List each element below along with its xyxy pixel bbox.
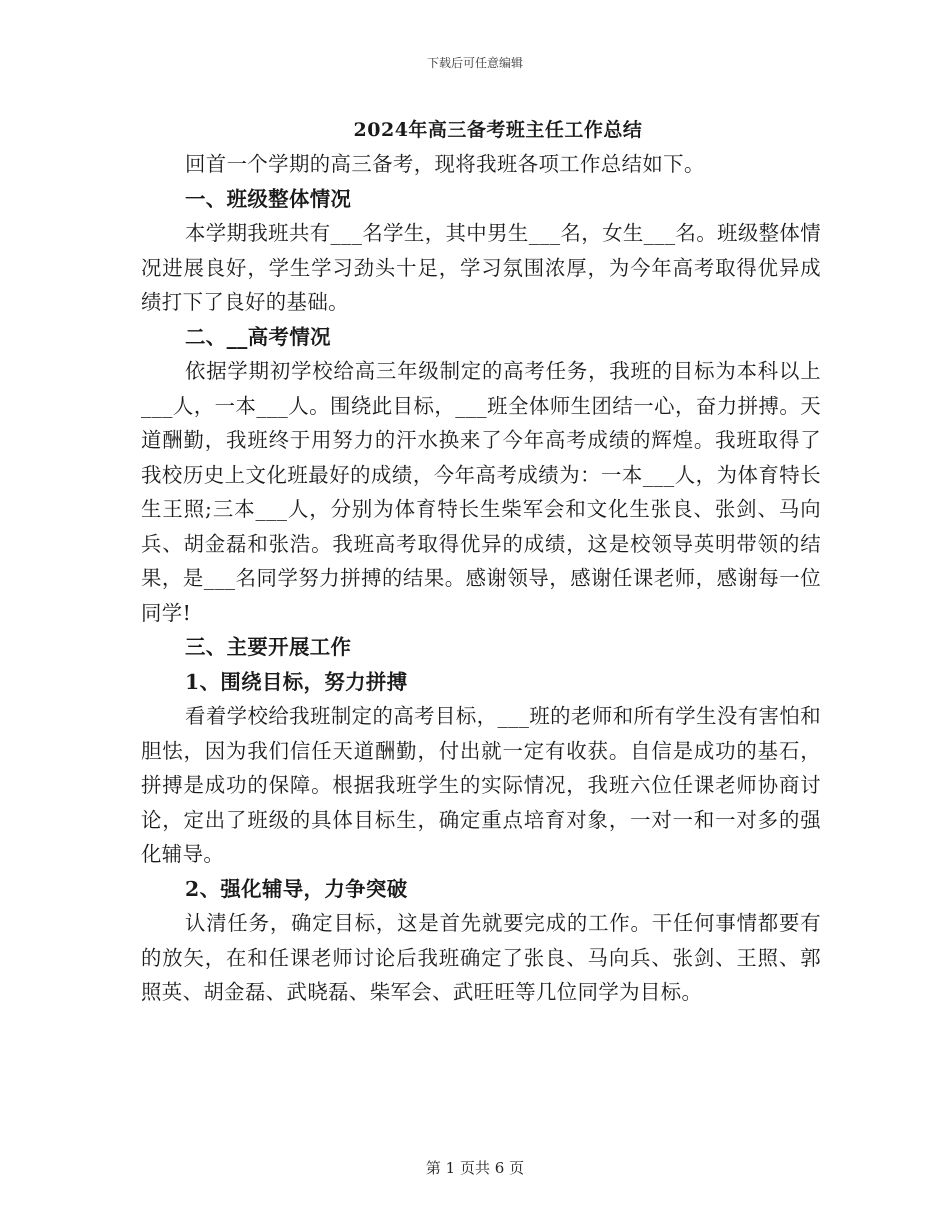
section-heading-1: 一、班级整体情况 — [185, 186, 352, 211]
section-heading-3: 三、主要开展工作 — [185, 635, 352, 659]
document-title: 2024年高三备考班主任工作总结 — [353, 119, 643, 141]
tutoring-paragraph: 认清任务，确定目标，这是首先就要完成的工作。干任何事情都要有的放矢，在和任课老师讨论后我班确定了张良、马向兵、张剑、王照、郭照英、胡金磊、武晓磊、柴军会、武旺旺等几位同学为目标。 — [141, 911, 821, 1004]
document-body — [141, 147, 821, 1010]
page-number: 第 1 页共 6 页 — [425, 1159, 525, 1177]
page-header-note: 下载后可任意编辑 — [426, 56, 523, 70]
subsection-heading-2: 2、强化辅导，力争突破 — [185, 876, 408, 901]
goals-paragraph: 看着学校给我班制定的高考目标，___班的老师和所有学生没有害怕和胆怯，因为我们信任天道酬勤，付出就一定有收获。自信是成功的基石，拼搏是成功的保障。根据我班学生的实际情况，我班六位任课老师协商讨论，定出了班级的具体目标生，确定重点培育对象，一对一和一对多的强化辅导。 — [141, 704, 821, 866]
class-overview-paragraph: 本学期我班共有___名学生，其中男生___名，女生___名。班级整体情况进展良好，学生学习劲头十足，学习氛围浓厚，为今年高考取得优异成绩打下了良好的基础。 — [141, 221, 821, 314]
exam-results-paragraph: 依据学期初学校给高三年级制定的高考任务，我班的目标为本科以上___人，一本___人。围绕此目标，___班全体师生团结一心，奋力拼搏。天道酬勤，我班终于用努力的汗水换来了今年高考成绩的辉煌。我班取得了我校历史上文化班最好的成绩，今年高考成绩为：一本___人，为体育特长生王照;三本___人，分别为体育特长生柴军会和文化生张良、张剑、马向兵、胡金磊和张浩。我班高考取得优异的成绩，这是校领导英明带领的结果，是___名同学努力拼搏的结果。感谢领导，感谢任课老师，感谢每一位同学! — [141, 359, 821, 625]
section-heading-2: 二、__高考情况 — [185, 324, 331, 349]
subsection-heading-1: 1、围绕目标，努力拼搏 — [185, 669, 408, 694]
intro-paragraph: 回首一个学期的高三备考，现将我班各项工作总结如下。 — [185, 152, 705, 176]
